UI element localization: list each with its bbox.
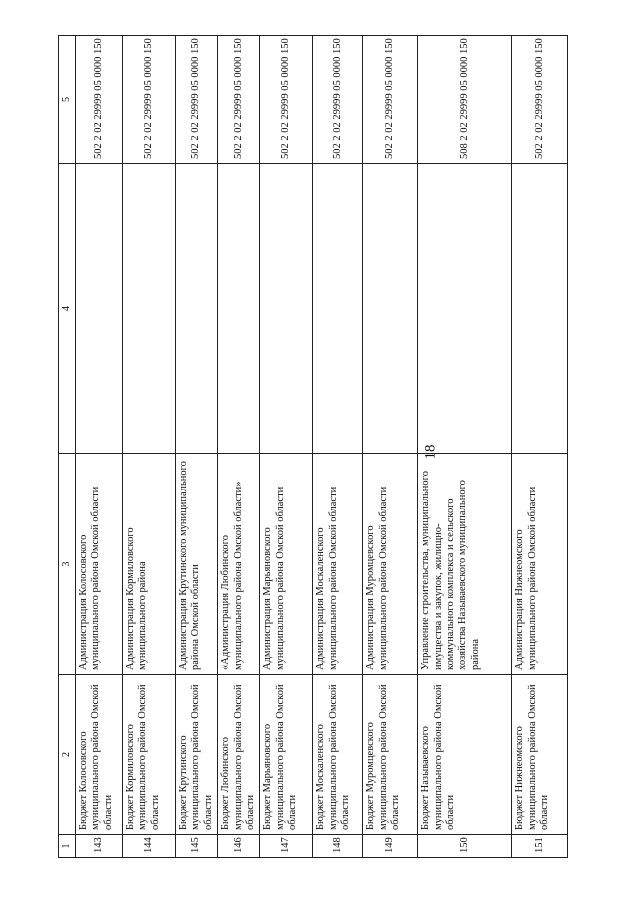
table-row <box>260 36 313 858</box>
administrator-name: Администрация Москаленского муниципального района Омской области <box>313 454 363 675</box>
header-row <box>59 36 76 858</box>
budget-name: Бюджет Крутинского муниципального района Омской области <box>176 675 218 835</box>
table-row <box>313 36 363 858</box>
col4-cell <box>418 164 512 454</box>
administrator-name: Администрация Крутинского муниципального района Омской области <box>176 454 218 675</box>
col4-cell <box>363 164 418 454</box>
budget-code: 502 2 02 29999 05 0000 150 <box>512 36 568 164</box>
row-number: 149 <box>363 835 418 858</box>
table-header <box>59 36 76 858</box>
budget-code: 502 2 02 29999 05 0000 150 <box>218 36 260 164</box>
budget-name: Бюджет Колосовского муниципального района Омской области <box>76 675 123 835</box>
table-body <box>76 36 568 858</box>
budget-table <box>58 35 568 858</box>
budget-code: 502 2 02 29999 05 0000 150 <box>313 36 363 164</box>
col4-cell <box>512 164 568 454</box>
administrator-name: Администрация Кормиловского муниципального района <box>123 454 176 675</box>
header-col-3: 3 <box>59 454 76 675</box>
budget-name: Бюджет Называевского муниципального района Омской области <box>418 675 512 835</box>
budget-name: Бюджет Марьяновского муниципального района Омской области <box>260 675 313 835</box>
header-col-1: 1 <box>59 835 76 858</box>
budget-code: 502 2 02 29999 05 0000 150 <box>363 36 418 164</box>
col4-cell <box>76 164 123 454</box>
administrator-name: Администрация Муромцевского муниципального района Омской области <box>363 454 418 675</box>
row-number: 150 <box>418 835 512 858</box>
budget-code: 502 2 02 29999 05 0000 150 <box>176 36 218 164</box>
budget-code: 502 2 02 29999 05 0000 150 <box>123 36 176 164</box>
table-row <box>512 36 568 858</box>
table-row <box>218 36 260 858</box>
page-number: 18 <box>422 444 439 460</box>
col4-cell <box>176 164 218 454</box>
table-row <box>363 36 418 858</box>
administrator-name: Управление строительства, муниципального имущества и закупок, жилищно-коммунального комплекса и сельского хозяйства Называевского муниципального района <box>418 454 512 675</box>
row-number: 143 <box>76 835 123 858</box>
table-row <box>176 36 218 858</box>
budget-name: Бюджет Любинского муниципального района Омской области <box>218 675 260 835</box>
administrator-name: Администрация Марьяновского муниципального района Омской области <box>260 454 313 675</box>
row-number: 151 <box>512 835 568 858</box>
budget-name: Бюджет Муромцевского муниципального района Омской области <box>363 675 418 835</box>
row-number: 144 <box>123 835 176 858</box>
col4-cell <box>313 164 363 454</box>
row-number: 145 <box>176 835 218 858</box>
administrator-name: Администрация Колосовского муниципального района Омской области <box>76 454 123 675</box>
administrator-name: Администрация Нижнеомского муниципального района Омской области <box>512 454 568 675</box>
row-number: 146 <box>218 835 260 858</box>
header-col-5: 5 <box>59 36 76 164</box>
col4-cell <box>123 164 176 454</box>
header-col-2: 2 <box>59 675 76 835</box>
rotated-table-container <box>58 36 590 858</box>
table-row <box>418 36 512 858</box>
table-row <box>123 36 176 858</box>
budget-name: Бюджет Кормиловского муниципального района Омской области <box>123 675 176 835</box>
row-number: 148 <box>313 835 363 858</box>
table-row <box>76 36 123 858</box>
budget-code: 502 2 02 29999 05 0000 150 <box>260 36 313 164</box>
col4-cell <box>260 164 313 454</box>
budget-name: Бюджет Нижнеомского муниципального района Омской области <box>512 675 568 835</box>
administrator-name: «Администрация Любинского муниципального района Омской области» <box>218 454 260 675</box>
budget-code: 508 2 02 29999 05 0000 150 <box>418 36 512 164</box>
header-col-4: 4 <box>59 164 76 454</box>
row-number: 147 <box>260 835 313 858</box>
col4-cell <box>218 164 260 454</box>
budget-name: Бюджет Москаленского муниципального района Омской области <box>313 675 363 835</box>
budget-code: 502 2 02 29999 05 0000 150 <box>76 36 123 164</box>
